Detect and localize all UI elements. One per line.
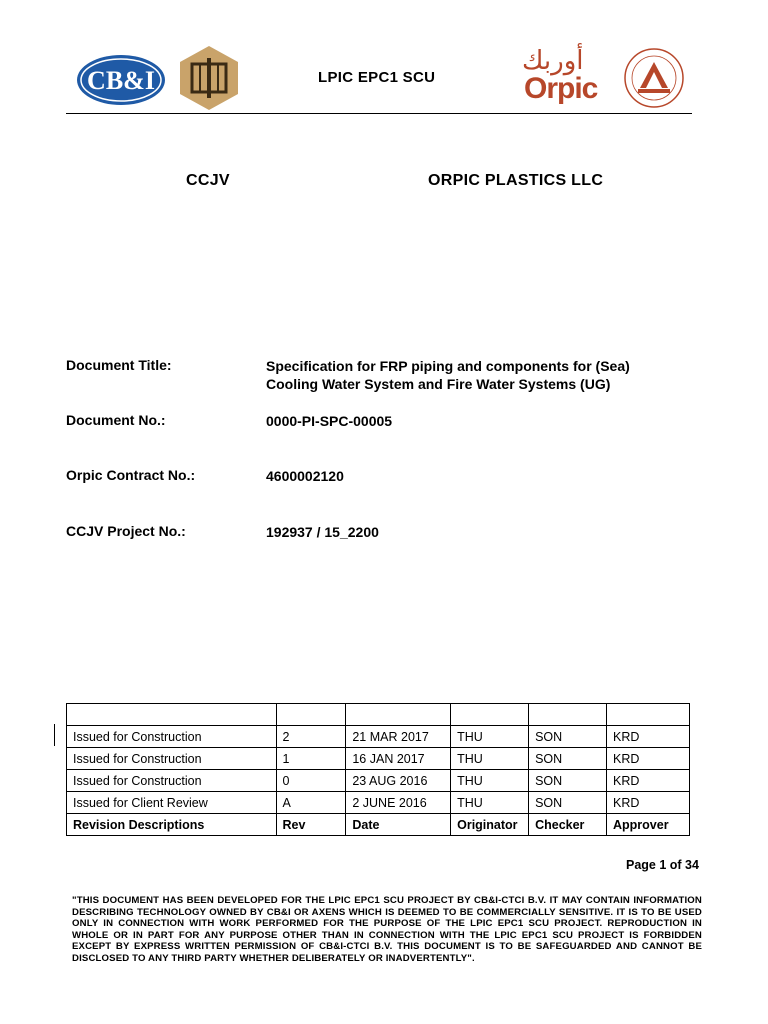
table-row — [67, 770, 690, 792]
document-title-line-2: Cooling Water System and Fire Water Systems (UG) — [266, 376, 611, 392]
revision-date: 16 JAN 2017 — [346, 748, 451, 770]
table-cell — [451, 704, 529, 726]
revision-approver: KRD — [607, 726, 690, 748]
table-cell — [346, 704, 451, 726]
page-number: Page 1 of 34 — [626, 858, 699, 872]
revision-originator: THU — [451, 726, 529, 748]
orpic-logo-text: Orpic — [524, 72, 598, 105]
revision-originator: THU — [451, 770, 529, 792]
revision-checker: SON — [529, 770, 607, 792]
column-header-originator: Originator — [451, 814, 529, 836]
table-row — [67, 748, 690, 770]
revision-number: A — [276, 792, 346, 814]
contract-number-value: 4600002120 — [266, 468, 344, 484]
revision-number: 1 — [276, 748, 346, 770]
confidentiality-disclaimer: "THIS DOCUMENT HAS BEEN DEVELOPED FOR THE LPIC EPC1 SCU PROJECT BY CB&I-CTCI B.V. IT MAY CONTAIN INFORMATION DESCRIBING TECHNOLOGY OWNED BY CB&I OR AXENS WHICH IS DEEMED TO BE COMMERCIALLY SENSITIVE. IT IS TO BE USED ONLY IN CONNECTION WITH WORK PERFORMED FOR THE PURPOSE OF THE LPIC EPC1 SCU PROJECT. REPRODUCTION IN WHOLE OR IN PART FOR ANY PURPOSE OTHER THAN IN CONNECTION WITH THE LPIC EPC1 SCU PROJECT IS FORBIDDEN EXCEPT BY EXPRESS WRITTEN PERMISSION OF CB&I-CTCI B.V. THIS DOCUMENT IS TO BE SAFEGUARDED AND CANNOT BE DISCLOSED TO ANY THIRD PARTY WHETHER DELIBERATELY OR INADVERTENTLY". — [72, 895, 702, 964]
revision-checker: SON — [529, 792, 607, 814]
document-number-value: 0000-PI-SPC-00005 — [266, 413, 393, 429]
orpic-logo — [522, 46, 614, 108]
cbi-logo — [76, 54, 166, 106]
revision-number: 0 — [276, 770, 346, 792]
column-header-description: Revision Descriptions — [67, 814, 277, 836]
table-cell — [276, 704, 346, 726]
client-name: ORPIC PLASTICS LLC — [428, 172, 604, 189]
document-title-value — [266, 357, 696, 393]
project-number-value: 192937 / 15_2200 — [266, 524, 379, 540]
table-cell — [529, 704, 607, 726]
document-header — [66, 40, 692, 114]
revision-description: Issued for Construction — [67, 726, 277, 748]
revision-checker: SON — [529, 726, 607, 748]
table-row — [67, 726, 690, 748]
revision-date: 23 AUG 2016 — [346, 770, 451, 792]
header-title: LPIC EPC1 SCU — [318, 69, 436, 86]
orpic-logo-arabic: أوربك — [522, 46, 584, 76]
revision-approver: KRD — [607, 792, 690, 814]
plastics-complex-emblem — [616, 46, 692, 110]
svg-text:CB&I: CB&I — [87, 66, 155, 95]
revision-description: Issued for Construction — [67, 748, 277, 770]
column-header-approver: Approver — [607, 814, 690, 836]
contractor-name: CCJV — [186, 172, 230, 189]
document-title-line-1: Specification for FRP piping and components for (Sea) — [266, 358, 630, 374]
document-number-label: Document No.: — [66, 412, 166, 428]
document-title-label: Document Title: — [66, 357, 172, 373]
project-number-label: CCJV Project No.: — [66, 523, 186, 539]
column-header-date: Date — [346, 814, 451, 836]
table-cell — [607, 704, 690, 726]
revision-approver: KRD — [607, 770, 690, 792]
revision-number: 2 — [276, 726, 346, 748]
revision-description: Issued for Construction — [67, 770, 277, 792]
revision-date: 2 JUNE 2016 — [346, 792, 451, 814]
revision-description: Issued for Client Review — [67, 792, 277, 814]
revision-originator: THU — [451, 792, 529, 814]
text-cursor — [54, 724, 55, 746]
table-header-row — [67, 814, 690, 836]
column-header-rev: Rev — [276, 814, 346, 836]
revision-table — [66, 703, 690, 836]
revision-checker: SON — [529, 748, 607, 770]
revision-originator: THU — [451, 748, 529, 770]
table-row — [67, 792, 690, 814]
table-cell — [67, 704, 277, 726]
contract-number-label: Orpic Contract No.: — [66, 467, 196, 483]
table-row-blank — [67, 704, 690, 726]
partner-seal-logo — [178, 44, 240, 112]
revision-date: 21 MAR 2017 — [346, 726, 451, 748]
revision-approver: KRD — [607, 748, 690, 770]
column-header-checker: Checker — [529, 814, 607, 836]
